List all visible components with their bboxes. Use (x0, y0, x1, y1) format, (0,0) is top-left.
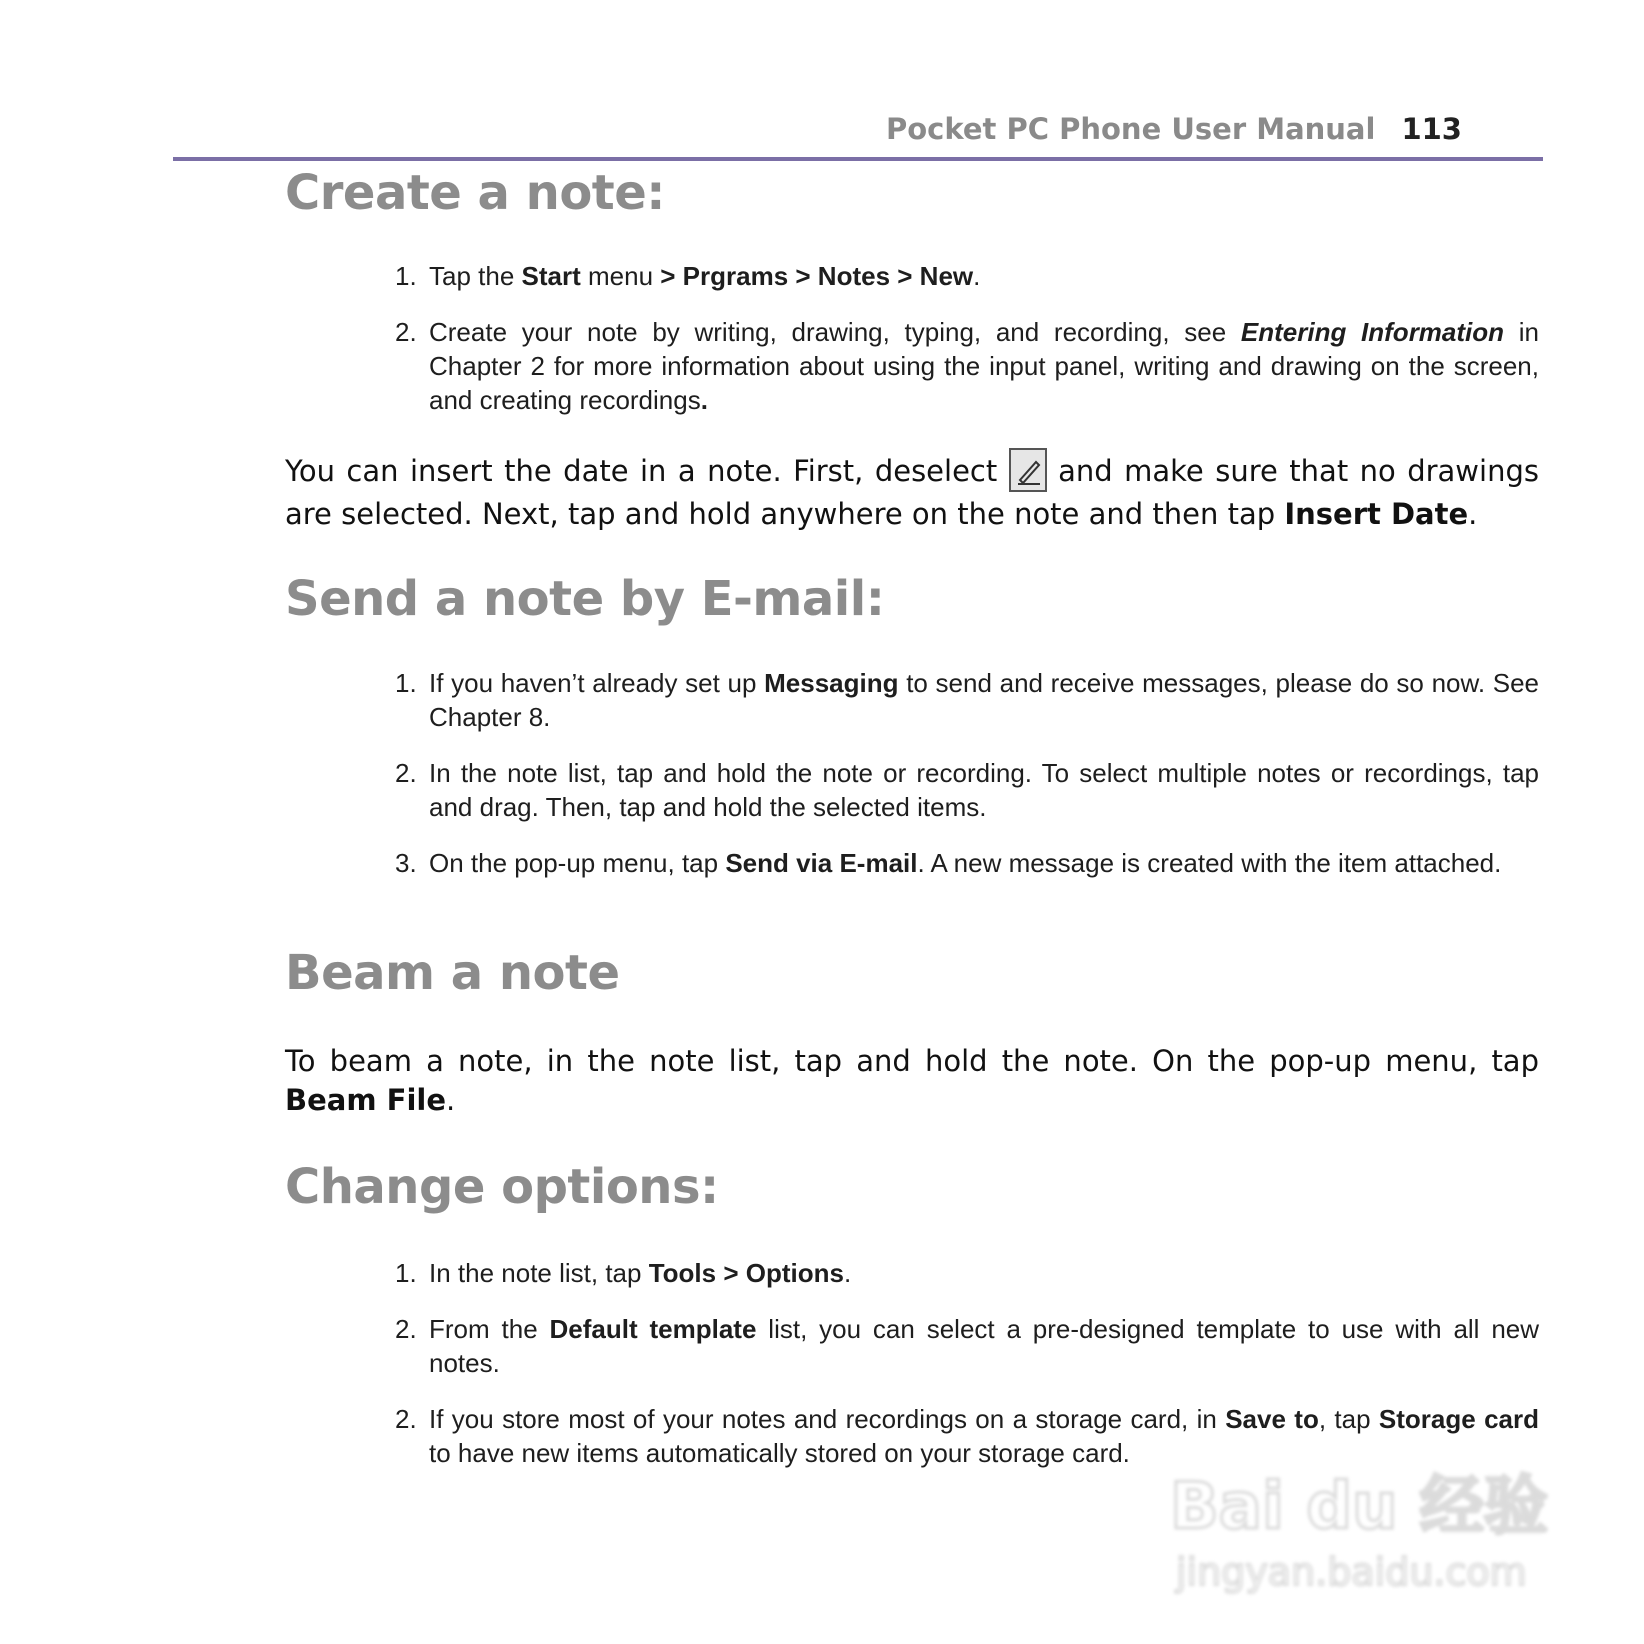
create-note-steps (395, 259, 1539, 439)
list-item: 1. If you haven’t already set up Messaging to send and receive messages, please do so now. See Chapter 8. (395, 668, 1539, 732)
list-item: 1. In the note list, tap Tools > Options. (395, 1258, 852, 1288)
list-item: 2. Create your note by writing, drawing, typing, and recording, see Entering Information in Chapter 2 for more information about using the input panel, writing and drawing on the screen, and creating recordings. (395, 317, 1539, 415)
pen-icon (1009, 448, 1047, 492)
heading-change-options: Change options: (285, 1159, 719, 1215)
watermark-url: jingyan.baidu.com (1176, 1550, 1527, 1594)
send-note-steps (395, 666, 1539, 902)
list-item: 1. Tap the Start menu > Prgrams > Notes > New. (395, 261, 981, 291)
header-rule (173, 157, 1543, 161)
watermark-logo: Bai du 经验 (1170, 1470, 1548, 1544)
list-item: 3. On the pop-up menu, tap Send via E-mail. A new message is created with the item attached. (395, 848, 1502, 878)
heading-create-note: Create a note: (285, 165, 665, 221)
heading-beam-note: Beam a note (285, 945, 620, 1001)
list-item: 2. If you store most of your notes and recordings on a storage card, in Save to, tap Storage card to have new items automatically stored on your storage card. (395, 1404, 1539, 1468)
list-item: 2. From the Default template list, you can select a pre-designed template to use with all new notes. (395, 1314, 1540, 1378)
page-number: 113 (1401, 112, 1462, 146)
running-header (886, 112, 1462, 146)
beam-note-paragraph: To beam a note, in the note list, tap and hold the note. On the pop-up menu, tap Beam File. (285, 1044, 1539, 1117)
heading-send-note: Send a note by E-mail: (285, 571, 885, 627)
manual-title: Pocket PC Phone User Manual (885, 112, 1376, 146)
list-item: 2. In the note list, tap and hold the note or recording. To select multiple notes or recordings, tap and drag. Then, tap and hold the selected items. (395, 758, 1539, 822)
insert-date-paragraph: You can insert the date in a note. First, deselect and make sure that no drawings are selected. Next, tap and hold anywhere on the note and then tap Insert Date. (285, 451, 1539, 534)
baidu-watermark (1170, 1455, 1550, 1615)
